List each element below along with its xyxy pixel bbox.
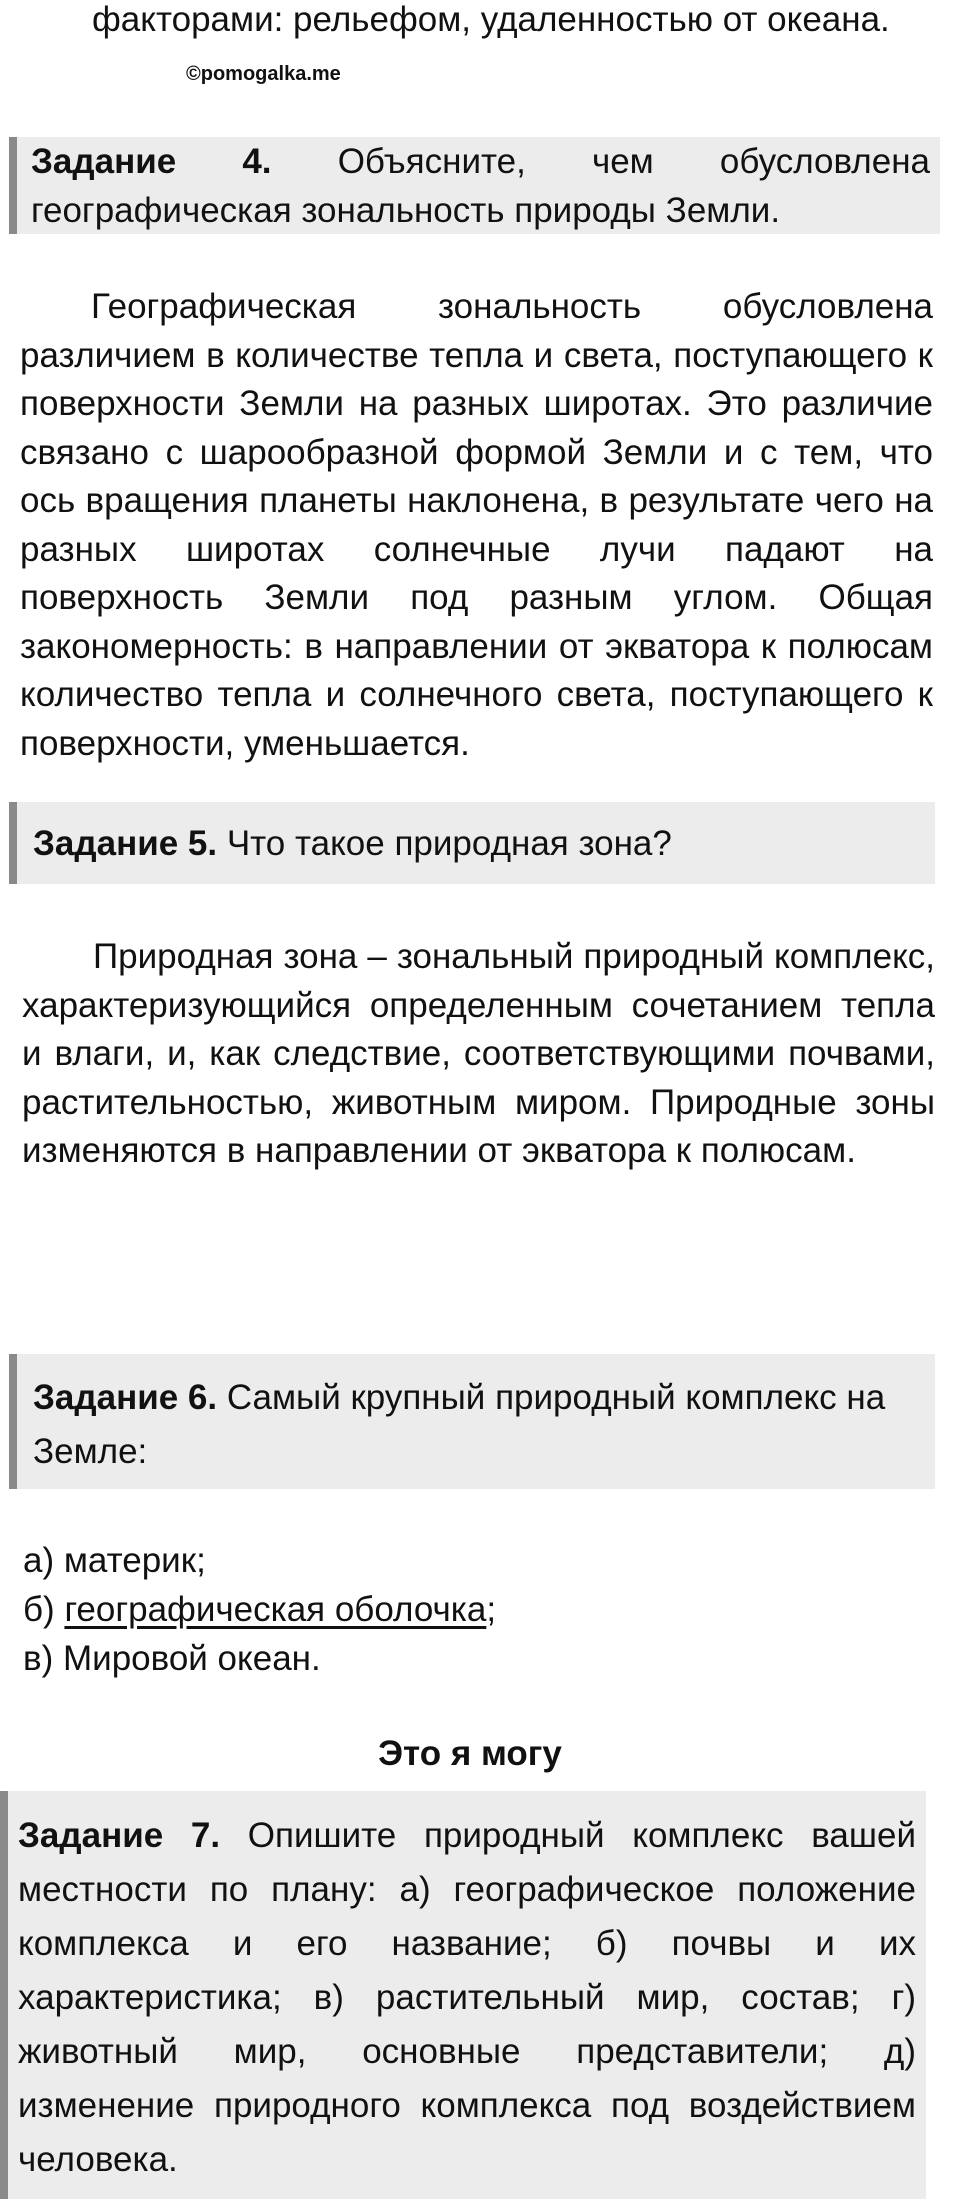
task-5-question-text: [33, 822, 925, 866]
task-7-label: Задание 7.: [18, 1816, 221, 1855]
option-a: а) материк;: [23, 1541, 206, 1580]
watermark: ©pomogalka.me: [186, 63, 341, 85]
task-5-answer: Природная зона – зональный природный комплекс, характеризующийся определенным сочетанием тепла и влаги, и, как следствие, соответствующими почвами, растительностью, животным миром. Природные зоны изменяются в направлении от экватора к полюсам.: [22, 937, 935, 1170]
option-b: б) географическая оболочка;: [23, 1590, 497, 1629]
option-c: в) Мировой океан.: [23, 1639, 321, 1678]
task-7-question-text: [18, 1809, 916, 2187]
task-7-box: [0, 1791, 926, 2199]
previous-answer-fragment: факторами: рельефом, удаленностью от океана.: [92, 0, 890, 39]
task-7-question: Опишите природный комплекс вашей местности по плану: а) географическое положение комплекса и его название; б) почвы и их характеристика; в) растительный мир, состав; г) животный мир, основные представители; д) изменение природного комплекса под воздействием человека.: [18, 1816, 916, 2179]
task-6-question: Самый крупный природный комплекс на Земле:: [33, 1378, 886, 1471]
task-5-box: [9, 802, 935, 884]
section-heading: Это я могу: [378, 1734, 562, 1773]
task-6-box: [9, 1354, 935, 1489]
task-4-answer: Географическая зональность обусловлена различием в количестве тепла и света, поступающего к поверхности Земли на разных широтах. Это различие связано с шарообразной формой Земли и с тем, что ось вращения планеты наклонена, в результате чего на разных широтах солнечные лучи падают на поверхность Земли под разным углом. Общая закономерность: в направлении от экватора к полюсам количество тепла и солнечного света, поступающего к поверхности, уменьшается.: [20, 287, 933, 763]
task-4-box: [9, 137, 940, 234]
task-4-label: Задание 4.: [31, 142, 272, 181]
task-5-question: Что такое природная зона?: [226, 824, 672, 863]
task-6-question-text: [33, 1371, 925, 1479]
task-6-label: Задание 6.: [33, 1378, 218, 1417]
task-4-question-text: [31, 137, 930, 235]
task-4-question: Объясните, чем обусловлена географическая зональность природы Земли.: [31, 142, 930, 230]
task-6-options: [23, 1536, 923, 1683]
task-5-label: Задание 5.: [33, 824, 218, 863]
correct-answer: географическая оболочка: [64, 1590, 487, 1629]
